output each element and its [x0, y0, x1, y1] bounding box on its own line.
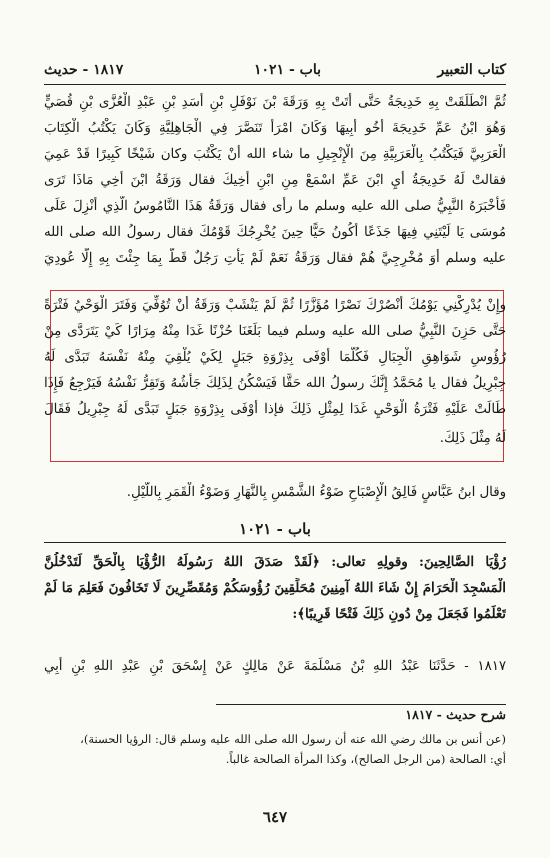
highlighted-text-line: طَالَتْ عَلَيْهِ فَتْرَةُ الْوَحْيِ غَدَا لِمِثْلِ ذَلِكَ فإذا أَوْفَى بِذِرْوَةِ جَبَلٍ تَبَدَّى لَهُ جِبْرِيلُ فَقَالَ — [44, 402, 506, 417]
text-line: الْمَسْجِدَ الْحَرَامَ إِنْ شَاءَ اللهُ آمِنِينَ مُحَلِّقِينَ رُؤُوسَكُمْ وَمُقَصِّرِينَ لَا تَخَافُونَ فَعَلِمَ مَا لَمْ — [44, 581, 506, 596]
commentary-line: (عن أنس بن مالك رضي الله عنه أن رسول الله صلى الله عليه وسلم قال: الرؤيا الحسنة)، — [80, 732, 506, 746]
text-line: ثُمَّ انْطَلَقَتْ بِهِ خَدِيجَةُ حَتَّى أَتَتْ بِهِ وَرَقَةَ بْنَ نَوْفَلِ بْنِ أَسَدِ بْنِ عَبْدِ الْعُزَّى بْنِ قُصَيٍّ — [44, 95, 506, 110]
text-line: وقال ابنُ عَبَّاسٍ فَالِقُ الْإِصْبَاحِ ضَوْءُ الشَّمْسِ بِالنَّهَارِ وَضَوْءُ الْقَمَرِ بِاللَّيْلِ. — [126, 485, 506, 500]
running-header — [44, 62, 506, 85]
text-line: تَعْلَمُوا فَجَعَلَ مِنْ دُونِ ذَلِكَ فَتْحًا قَرِيبًا﴾: — [292, 607, 506, 622]
text-line: وَهُوَ ابْنُ عَمِّ خَدِيجَةَ أَخُو أَبِيهَا وَكَانَ امْرَأً تَنَصَّرَ فِي الْجَاهِلِيَّةِ وَكَانَ يَكْتُبُ الْكِتَابَ — [44, 121, 506, 136]
header-chapter: باب - ١٠٢١ — [254, 62, 321, 78]
header-hadith-number: ١٨١٧ - حديث — [44, 62, 124, 78]
highlighted-text-line: وإِنْ يُدْرِكْنِي يَوْمُكَ أَنْصُرْكَ نَصْرًا مُؤَزَّرًا ثُمَّ لَمْ يَنْشَبْ وَرَقَةُ أَنْ تُوُفِّيَ وَفَتَرَ الْوَحْيُ فَتْرَةً — [44, 298, 506, 313]
page-number: ٦٤٧ — [262, 808, 288, 826]
commentary-line: أي: الصالحة (من الرجل الصالح)، وكذا المرأة الصالحة غالباً. — [225, 752, 506, 766]
highlighted-text-line: لَهُ مِثْلَ ذَلِكَ. — [439, 431, 506, 446]
highlighted-text-line: حَتَّى حَزِنَ النَّبِيُّ صلى الله عليه وسلم فيما بَلَغَنَا حُزْنًا غَدَا مِنْهُ مِرَارًا كَيْ يَتَرَدَّى مِنْ — [44, 324, 506, 339]
highlighted-text-line: رُؤُوسِ شَوَاهِقِ الْجِبَالِ فَكُلَّمَا أَوْفَى بِذِرْوَةِ جَبَلٍ لِكَيْ يُلْقِيَ مِنْهُ نَفْسَهُ تَبَدَّى لَهُ — [44, 350, 506, 365]
text-line: فقالتْ لَهُ خَدِيجَةُ أَيِ ابْنَ عَمِّ اسْمَعْ مِنِ ابْنِ أَخِيكَ فقال وَرَقَةُ ابْنَ أَخِي مَاذَا تَرَى — [44, 173, 506, 188]
header-book-title: كتاب التعبير — [437, 62, 506, 78]
section-divider — [44, 542, 506, 543]
text-line: رُؤْيَا الصَّالِحِينَ: وقولِهِ تعالى: ﴿لَقَدْ صَدَقَ اللهُ رَسُولَهُ الرُّؤْيَا بِالْحَقِّ لَتَدْخُلُنَّ — [44, 555, 506, 570]
text-line: الْعَرَبِيَّ فَيَكْتُبُ بِالْعَرَبِيَّةِ مِنَ الْإِنْجِيلِ ما شاء الله أَنْ يَكْتُبَ وكان شَيْخًا كَبِيرًا قَدْ عَمِيَ — [44, 147, 506, 162]
section-heading: باب - ١٠٢١ — [239, 520, 311, 538]
text-line: ١٨١٧ - حَدَّثَنَا عَبْدُ اللهِ بْنُ مَسْلَمَةَ عَنْ مَالِكٍ عَنْ إِسْحَقَ بْنِ عَبْدِ اللهِ بْنِ أَبِي — [44, 659, 506, 674]
text-line: عليه وسلم أَوَ مُخْرِجِيَّ هُمْ فقال وَرَقَةُ نَعَمْ لَمْ يَأْتِ رَجُلٌ قَطُّ بِمَا جِئْتَ بِهِ إِلَّا عُودِيَ — [44, 251, 506, 266]
text-line: فَأَخْبَرَهُ النَّبِيُّ صلى الله عليه وسلم ما رأى فقال وَرَقَةُ هَذَا النَّامُوسُ الَّذِي أُنْزِلَ عَلَى — [44, 199, 506, 214]
commentary-title: شرح حديث - ١٨١٧ — [216, 704, 506, 727]
text-line: مُوسَى يَا لَيْتَنِي فِيهَا جَذَعًا أَكُونُ حَيًّا حِينَ يُخْرِجُكَ قَوْمُكَ فقال رسولُ الله صلى الله — [44, 225, 506, 240]
highlighted-text-line: جِبْرِيلُ فقال يا مُحَمَّدُ إِنَّكَ رسولُ الله حَقًّا فَيَسْكُنُ لِذَلِكَ جَأْشُهُ وَتَقِرُّ نَفْسُهُ فَيَرْجِعُ فَإِذَا — [44, 376, 506, 391]
